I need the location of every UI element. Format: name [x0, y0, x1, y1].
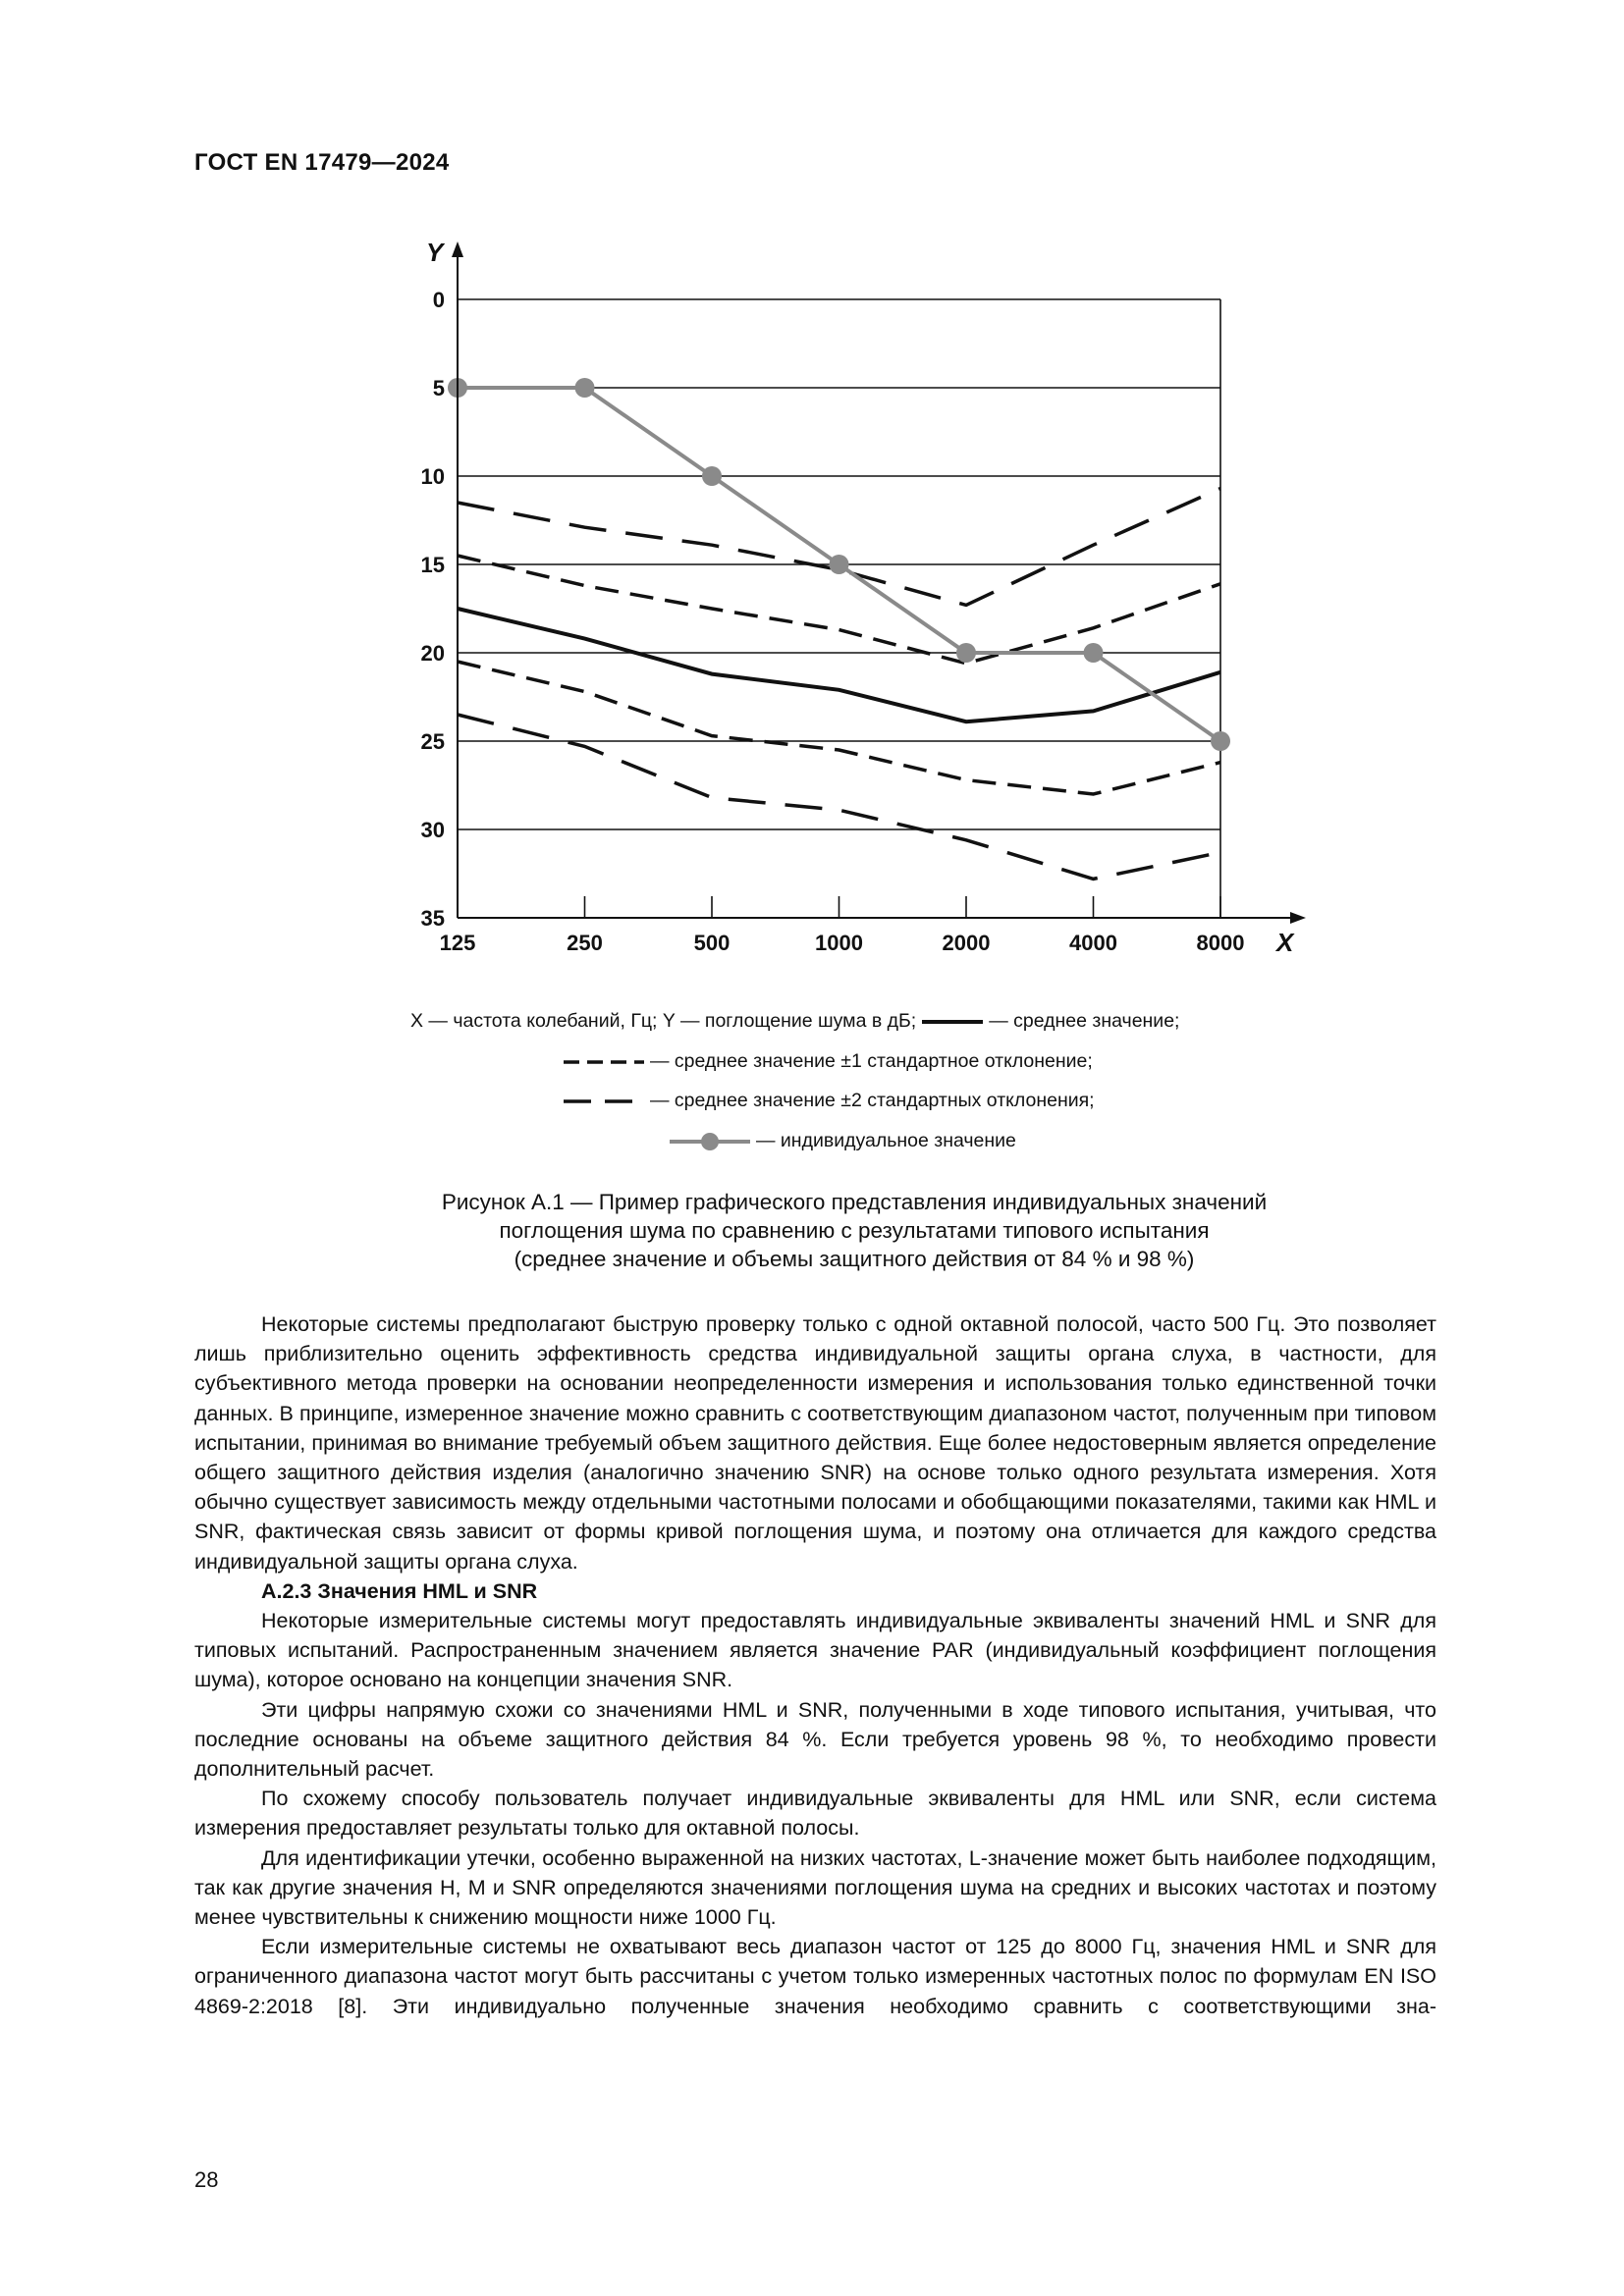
legend-mean-text: — среднее значение;: [989, 1010, 1180, 1032]
paragraph-5: Для идентификации утечки, особенно выраженной на низких частотах, L-значение может быть наиболее подходящим, так как другие значения H, M и SNR определяются значениями поглощения шума на средних и высоких частотах и поэтому менее чувствительны к снижению мощности ниже 1000 Гц.: [194, 1845, 1436, 1930]
x-axis-title: X: [1276, 928, 1294, 957]
x-tick-label: 1000: [815, 931, 863, 955]
caption-line-3: (среднее значение и объемы защитного действия от 84 % и 98 %): [514, 1247, 1195, 1271]
y-tick-label: 15: [420, 553, 445, 577]
paragraph-2: Некоторые измерительные системы могут предоставлять индивидуальные эквиваленты значений HML и SNR для типовых испытаний. Распространенным значением является значение PAR (индивидуальный коэффициент поглощения шума), которое основано на концепции значения SNR.: [194, 1609, 1436, 1692]
data-point-individual: [1084, 643, 1104, 663]
legend-sd1-text: — среднее значение ±1 стандартное отклонение;: [650, 1050, 1093, 1072]
chart-grid: [458, 299, 1220, 918]
legend-marker-line-icon: [668, 1131, 752, 1152]
y-tick-label: 20: [420, 641, 445, 666]
data-point-individual: [1211, 731, 1230, 751]
series-line-mean+2sd: [458, 715, 1220, 879]
noise-attenuation-chart: [0, 0, 1624, 982]
legend-dashed-line-icon: [562, 1056, 646, 1068]
paragraph-4: По схожему способу пользователь получает индивидуальные эквиваленты для HML или SNR, если система измерения предоставляет результаты только для октавной полосы.: [194, 1787, 1436, 1841]
data-point-individual: [702, 466, 722, 486]
section-heading: А.2.3 Значения HML и SNR: [261, 1578, 538, 1603]
data-point-individual: [830, 555, 849, 574]
x-tick-label: 2000: [942, 931, 991, 955]
y-tick-label: 30: [420, 818, 445, 842]
y-tick-label: 35: [420, 906, 445, 931]
caption-line-2: поглощения шума по сравнению с результатами типового испытания: [499, 1218, 1210, 1243]
y-tick-label: 10: [420, 464, 445, 489]
legend-long-dashed-line-icon: [562, 1095, 646, 1107]
data-point-individual: [575, 378, 595, 398]
x-tick-label: 4000: [1069, 931, 1117, 955]
legend-solid-line-icon: [920, 1016, 985, 1028]
legend-axes-text: X — частота колебаний, Гц; Y — поглощение шума в дБ;: [410, 1010, 917, 1032]
legend-row-mean: [410, 1010, 1179, 1033]
chart-series: [448, 378, 1230, 879]
y-tick-label: 25: [420, 729, 445, 754]
paragraph-1: Некоторые системы предполагают быструю проверку только с одной октавной полосой, часто 500 Гц. Это позволяет лишь приблизительно оценить эффективность средства индивидуальной защиты органа слуха, в частности, для субъективного метода проверки на основании неопределенности измерения и использования только единственной точки данных. В принципе, измеренное значение можно сравнить с соответствующим диапазоном частот, полученным при типовом испытании, принимая во внимание требуемый объем защитного действия. Еще более недостоверным является определение общего защитного действия изделия (аналогично значению SNR) на основе только одного результата измерения. Хотя обычно существует зависимость между отдельными частотными полосами и обобщающими показателями, такими как HML и SNR, фактическая связь зависит от формы кривой поглощения шума, и поэтому она отличается для каждого средства индивидуальной защиты органа слуха.: [194, 1312, 1436, 1574]
legend-individual-text: — индивидуальное значение: [756, 1130, 1016, 1151]
chart-labels: [421, 238, 1295, 957]
y-axis-arrow-icon: [452, 241, 463, 257]
paragraph-6: Если измерительные системы не охватывают весь диапазон частот от 125 до 8000 Гц, значения HML и SNR для ограниченного диапазона частот могут быть рассчитаны с учетом только измеренных частотных полос по формулам EN ISO 4869-2:2018 [8]. Эти индивидуально полученные значения необходимо сравнить с соответствующими зна-: [194, 1935, 1436, 2018]
x-tick-label: 125: [439, 931, 476, 955]
legend-sd2-text: — среднее значение ±2 стандартных отклонения;: [650, 1090, 1095, 1111]
legend-row-sd2: [558, 1090, 1095, 1112]
x-axis-arrow-icon: [1290, 912, 1306, 924]
y-tick-label: 0: [432, 288, 445, 312]
paragraph-3: Эти цифры напрямую схожи со значениями HML и SNR, полученными в ходе типового испытания, учитывая, что последние основаны на объеме защитного действия 84 %. Если требуется уровень 98 %, то необходимо провести дополнительный расчет.: [194, 1697, 1436, 1782]
figure-caption: [295, 1188, 1414, 1273]
legend-row-sd1: [558, 1050, 1093, 1073]
chart-axes: [452, 241, 1306, 924]
series-line-mean+1sd: [458, 662, 1220, 794]
series-line-mean: [458, 609, 1220, 721]
body-text: [194, 1309, 1436, 2021]
series-line-mean-2sd: [458, 489, 1220, 606]
caption-line-1: Рисунок А.1 — Пример графического представления индивидуальных значений: [441, 1190, 1268, 1214]
data-point-individual: [956, 643, 976, 663]
y-axis-title: Y: [426, 238, 444, 267]
x-tick-label: 500: [693, 931, 731, 955]
document-header: ГОСТ EN 17479—2024: [194, 149, 450, 176]
page-number: 28: [194, 2167, 219, 2192]
legend-row-individual: [664, 1130, 1016, 1152]
y-tick-label: 5: [432, 376, 445, 400]
x-tick-label: 8000: [1196, 931, 1245, 955]
x-tick-label: 250: [567, 931, 603, 955]
